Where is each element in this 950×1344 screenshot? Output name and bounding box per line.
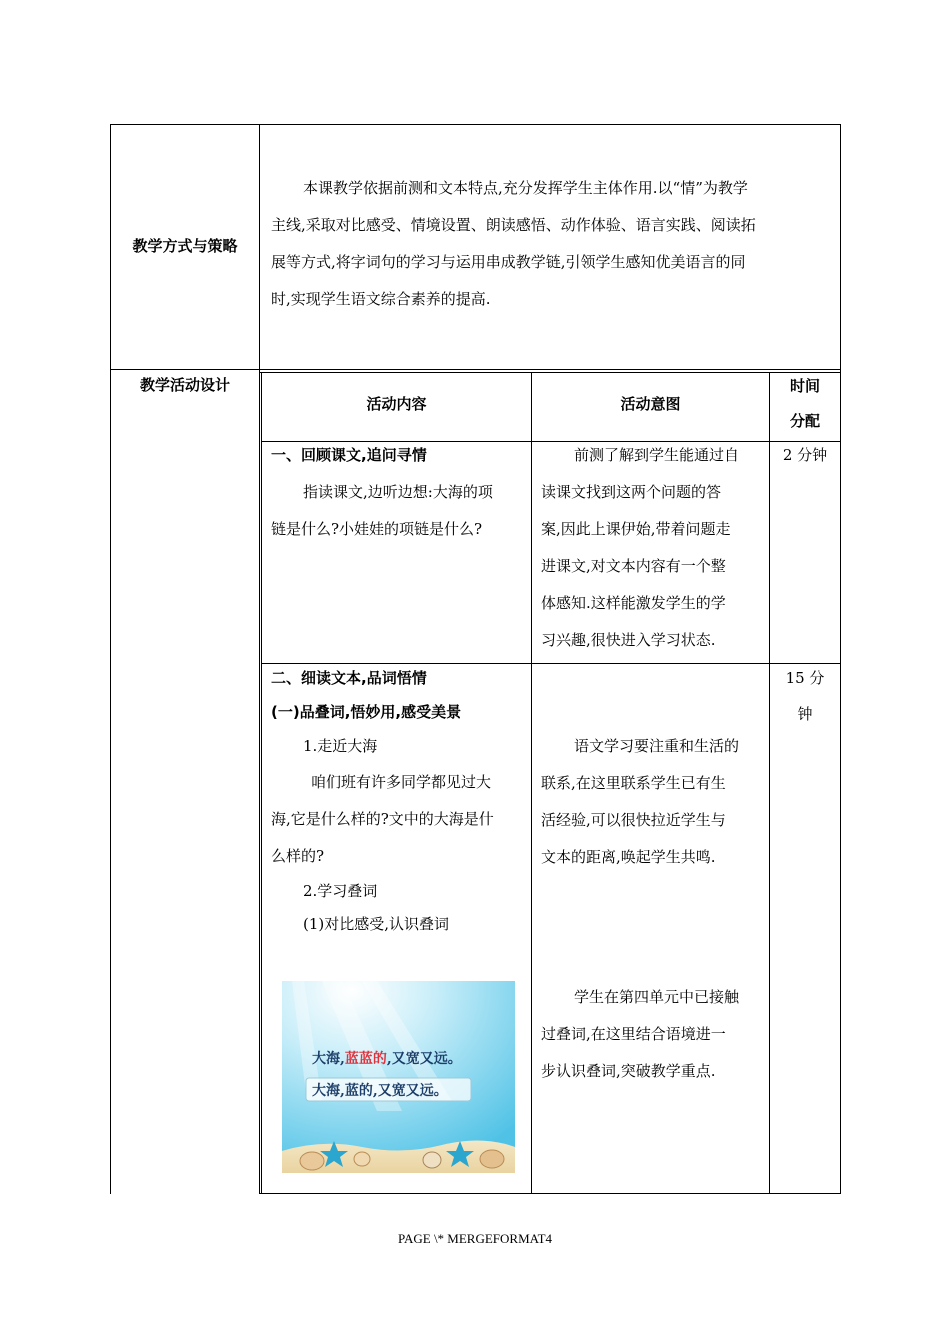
step1-intent-line: 前测了解到学生能通过自 xyxy=(574,446,740,464)
header-activity-content: 活动内容 xyxy=(366,395,427,413)
slide-sentence1-c: ,又宽又远。 xyxy=(386,1051,462,1067)
step2-time-line2: 钟 xyxy=(797,705,813,723)
table-border-left xyxy=(110,124,111,1194)
step2-intent-line: 联系,在这里联系学生已有生 xyxy=(541,774,726,792)
step2-subtitle: (一)品叠词,悟妙用,感受美景 xyxy=(271,703,462,721)
step2-intent-line: 文本的距离,唤起学生共鸣. xyxy=(541,848,716,866)
strategy-line: 主线,采取对比感受、情境设置、朗读感悟、动作体验、语言实践、阅读拓 xyxy=(271,216,756,234)
step1-intent-line: 体感知.这样能激发学生的学 xyxy=(541,594,726,612)
step1-time: 2 分钟 xyxy=(782,446,828,464)
step1-intent-line: 进课文,对文本内容有一个整 xyxy=(541,557,726,575)
slide-sentence1-a: 大海, xyxy=(312,1051,345,1067)
step2-item1-line: 么样的? xyxy=(271,847,325,865)
table-border-top xyxy=(110,124,841,125)
table-border-right xyxy=(840,124,841,1194)
step2-item1: 1.走近大海 xyxy=(303,737,378,755)
step2-intent-line: 学生在第四单元中已接触 xyxy=(574,988,740,1006)
step1-intent-line: 读课文找到这两个问题的答 xyxy=(541,483,722,501)
step2-item2: 2.学习叠词 xyxy=(303,882,378,900)
step2-intent-line: 过叠词,在这里结合语境进一 xyxy=(541,1025,726,1043)
page-footer: PAGE \* MERGEFORMAT4 xyxy=(397,1231,553,1246)
header-time-line1: 时间 xyxy=(789,377,820,395)
step2-time-line1: 15 分 xyxy=(785,669,825,687)
step2-item1-line: 海,它是什么样的?文中的大海是什 xyxy=(271,810,494,828)
step1-body-line: 链是什么?小娃娃的项链是什么? xyxy=(271,520,483,538)
header-time-line2: 分配 xyxy=(789,412,820,430)
column-divider-3 xyxy=(769,372,770,1194)
step2-intent-line: 语文学习要注重和生活的 xyxy=(574,737,740,755)
step2-title: 二、细读文本,品词悟情 xyxy=(271,669,427,687)
step2-item1-line: 咱们班有许多同学都见过大 xyxy=(311,773,492,791)
strategy-line: 时,实现学生语文综合素养的提高. xyxy=(271,290,491,308)
inner-table-top xyxy=(259,372,841,373)
table-border-bottom xyxy=(259,1193,841,1194)
activity-design-label: 教学活动设计 xyxy=(139,376,230,394)
column-divider-1 xyxy=(259,124,260,1194)
column-divider-2 xyxy=(531,372,532,1194)
svg-text:大海,蓝蓝的,又宽又远。 xyxy=(312,1050,462,1067)
step2-intent-line: 步认识叠词,突破教学重点. xyxy=(541,1062,716,1080)
step2-intent-line: 活经验,可以很快拉近学生与 xyxy=(541,811,726,829)
header-activity-intent: 活动意图 xyxy=(620,395,681,413)
step1-body-line: 指读课文,边听边想:大海的项 xyxy=(303,483,493,501)
step1-title: 一、回顾课文,追问寻情 xyxy=(271,446,427,464)
step2-item2-sub: (1)对比感受,认识叠词 xyxy=(303,915,450,933)
ocean-slide-image xyxy=(282,981,515,1173)
step1-intent-line: 案,因此上课伊始,带着问题走 xyxy=(541,520,731,538)
step1-intent-line: 习兴趣,很快进入学习状态. xyxy=(541,631,716,649)
slide-sentence2: 大海,蓝的,又宽又远。 xyxy=(312,1083,448,1099)
strategy-line: 展等方式,将字词句的学习与运用串成教学链,引领学生感知优美语言的同 xyxy=(271,253,746,271)
inner-table-left xyxy=(261,372,262,1194)
strategy-line: 本课教学依据前测和文本特点,充分发挥学生主体作用.以“情”为教学 xyxy=(303,179,748,197)
strategy-label: 教学方式与策略 xyxy=(132,237,238,255)
slide-sentence1-b: 蓝蓝的 xyxy=(344,1051,387,1067)
